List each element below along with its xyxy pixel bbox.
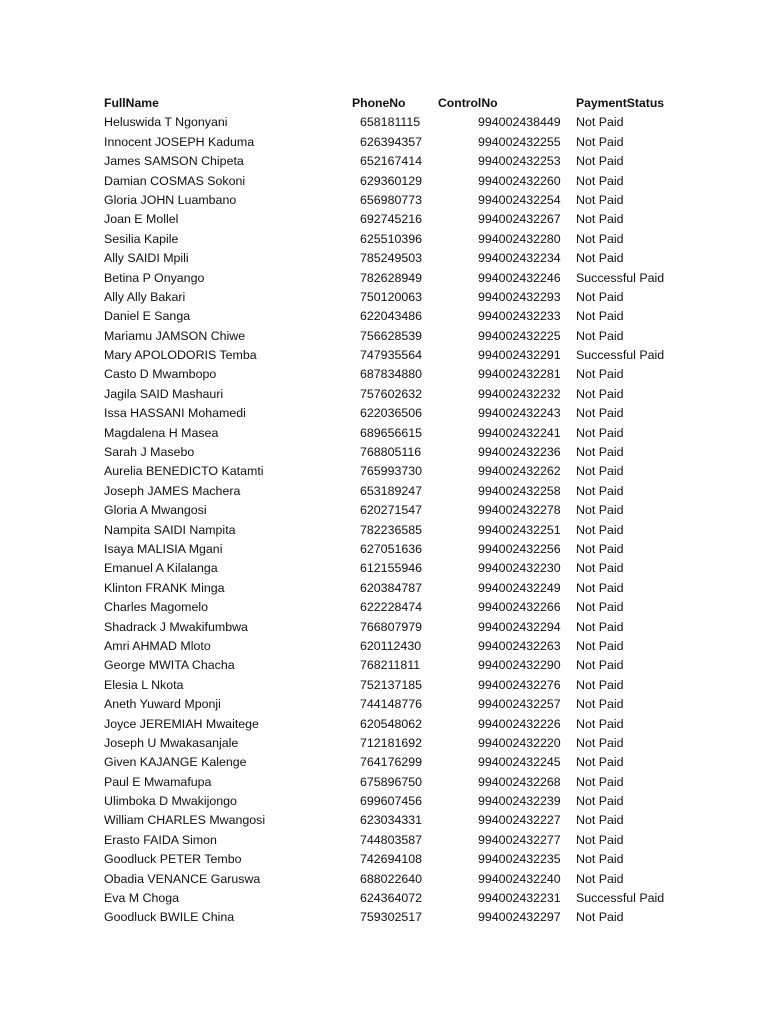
table-row [104, 637, 704, 656]
cell-fullname: Klinton FRANK Minga [104, 580, 225, 595]
cell-paymentstatus: Not Paid [576, 755, 624, 770]
cell-paymentstatus: Not Paid [576, 154, 624, 169]
cell-controlno: 994002432245 [478, 755, 561, 770]
cell-controlno: 994002432225 [478, 328, 561, 343]
table-row [104, 521, 704, 540]
cell-fullname: Magdalena H Masea [104, 425, 219, 440]
cell-phoneno: 622036506 [360, 406, 423, 421]
table-row [104, 269, 704, 288]
cell-fullname: Ulimboka D Mwakijongo [104, 794, 237, 809]
table-row [104, 656, 704, 675]
cell-paymentstatus: Not Paid [576, 522, 624, 537]
table-row [104, 133, 704, 152]
header-fullname: FullName [104, 96, 159, 110]
cell-controlno: 994002432291 [478, 348, 561, 363]
cell-controlno: 994002438449 [478, 115, 561, 130]
table-header-row [104, 94, 704, 113]
cell-fullname: Paul E Mwamafupa [104, 774, 212, 789]
cell-paymentstatus: Successful Paid [576, 891, 665, 906]
table-row [104, 559, 704, 578]
cell-controlno: 994002432220 [478, 735, 561, 750]
cell-fullname: Amri AHMAD Mloto [104, 638, 211, 653]
cell-controlno: 994002432253 [478, 154, 561, 169]
cell-controlno: 994002432234 [478, 251, 561, 266]
cell-fullname: Joseph JAMES Machera [104, 483, 241, 498]
cell-fullname: Casto D Mwambopo [104, 367, 217, 382]
cell-phoneno: 620271547 [360, 503, 423, 518]
table-row [104, 792, 704, 811]
cell-fullname: Goodluck PETER Tembo [104, 852, 242, 867]
table-row [104, 870, 704, 889]
cell-controlno: 994002432281 [478, 367, 561, 382]
cell-phoneno: 624364072 [360, 891, 423, 906]
header-controlno: ControlNo [438, 96, 498, 110]
header-paymentstatus: PaymentStatus [576, 96, 665, 110]
cell-paymentstatus: Not Paid [576, 367, 624, 382]
table-row [104, 424, 704, 443]
cell-controlno: 994002432227 [478, 813, 561, 828]
table-row [104, 288, 704, 307]
header-phoneno: PhoneNo [352, 96, 406, 110]
cell-fullname: Joyce JEREMIAH Mwaitege [104, 716, 259, 731]
cell-paymentstatus: Not Paid [576, 541, 624, 556]
cell-fullname: Ally Ally Bakari [104, 289, 186, 304]
cell-phoneno: 764176299 [360, 755, 423, 770]
cell-phoneno: 629360129 [360, 173, 423, 188]
cell-controlno: 994002432267 [478, 212, 561, 227]
cell-paymentstatus: Not Paid [576, 852, 624, 867]
cell-paymentstatus: Not Paid [576, 386, 624, 401]
cell-controlno: 994002432278 [478, 503, 561, 518]
cell-phoneno: 612155946 [360, 561, 423, 576]
cell-paymentstatus: Not Paid [576, 212, 624, 227]
cell-controlno: 994002432256 [478, 541, 561, 556]
cell-phoneno: 658181115 [360, 115, 421, 130]
cell-paymentstatus: Not Paid [576, 716, 624, 731]
cell-controlno: 994002432262 [478, 464, 561, 479]
cell-phoneno: 750120063 [360, 289, 423, 304]
cell-controlno: 994002432255 [478, 134, 561, 149]
table-row [104, 191, 704, 210]
cell-paymentstatus: Not Paid [576, 251, 624, 266]
table-row [104, 598, 704, 617]
cell-phoneno: 622228474 [360, 600, 423, 615]
table-row [104, 443, 704, 462]
table-row [104, 113, 704, 132]
cell-phoneno: 747935564 [360, 348, 423, 363]
cell-phoneno: 620112430 [360, 638, 422, 653]
cell-paymentstatus: Successful Paid [576, 348, 665, 363]
cell-phoneno: 782236585 [360, 522, 423, 537]
cell-paymentstatus: Not Paid [576, 503, 624, 518]
cell-paymentstatus: Not Paid [576, 406, 624, 421]
table-row [104, 773, 704, 792]
table-row [104, 385, 704, 404]
cell-fullname: Obadia VENANCE Garuswa [104, 871, 261, 886]
table-row [104, 482, 704, 501]
cell-controlno: 994002432239 [478, 794, 561, 809]
table-row [104, 346, 704, 365]
cell-controlno: 994002432268 [478, 774, 561, 789]
cell-paymentstatus: Not Paid [576, 832, 624, 847]
cell-fullname: Emanuel A Kilalanga [104, 561, 218, 576]
cell-controlno: 994002432257 [478, 697, 561, 712]
table-row [104, 618, 704, 637]
cell-paymentstatus: Not Paid [576, 658, 624, 673]
cell-phoneno: 656980773 [360, 192, 423, 207]
cell-controlno: 994002432266 [478, 600, 561, 615]
table-row [104, 462, 704, 481]
cell-paymentstatus: Not Paid [576, 231, 624, 246]
table-row [104, 734, 704, 753]
cell-paymentstatus: Not Paid [576, 774, 624, 789]
cell-fullname: Aurelia BENEDICTO Katamti [104, 464, 264, 479]
table-row [104, 307, 704, 326]
cell-phoneno: 623034331 [360, 813, 423, 828]
cell-phoneno: 757602632 [360, 386, 423, 401]
cell-phoneno: 699607456 [360, 794, 423, 809]
cell-controlno: 994002432276 [478, 677, 561, 692]
cell-paymentstatus: Not Paid [576, 115, 624, 130]
table-row [104, 365, 704, 384]
cell-fullname: Given KAJANGE Kalenge [104, 755, 247, 770]
cell-phoneno: 627051636 [360, 541, 423, 556]
cell-paymentstatus: Not Paid [576, 173, 624, 188]
cell-fullname: Innocent JOSEPH Kaduma [104, 134, 255, 149]
cell-fullname: Shadrack J Mwakifumbwa [104, 619, 248, 634]
cell-paymentstatus: Not Paid [576, 328, 624, 343]
cell-fullname: Erasto FAIDA Simon [104, 832, 217, 847]
cell-fullname: Damian COSMAS Sokoni [104, 173, 246, 188]
cell-fullname: James SAMSON Chipeta [104, 154, 244, 169]
cell-fullname: Charles Magomelo [104, 600, 208, 615]
table-row [104, 811, 704, 830]
table-row [104, 579, 704, 598]
table-row [104, 889, 704, 908]
table-row [104, 501, 704, 520]
table-row [104, 540, 704, 559]
cell-controlno: 994002432280 [478, 231, 561, 246]
cell-fullname: Heluswida T Ngonyani [104, 115, 228, 130]
table-row [104, 850, 704, 869]
table-row [104, 695, 704, 714]
cell-phoneno: 687834880 [360, 367, 423, 382]
cell-phoneno: 675896750 [360, 774, 423, 789]
cell-controlno: 994002432293 [478, 289, 561, 304]
cell-fullname: Joseph U Mwakasanjale [104, 735, 239, 750]
cell-controlno: 994002432235 [478, 852, 561, 867]
cell-phoneno: 744148776 [360, 697, 423, 712]
cell-controlno: 994002432297 [478, 910, 561, 925]
cell-fullname: Jagila SAID Mashauri [104, 386, 224, 401]
cell-phoneno: 766807979 [360, 619, 423, 634]
cell-paymentstatus: Not Paid [576, 309, 624, 324]
cell-paymentstatus: Not Paid [576, 871, 624, 886]
cell-controlno: 994002432230 [478, 561, 561, 576]
cell-paymentstatus: Not Paid [576, 464, 624, 479]
cell-paymentstatus: Not Paid [576, 580, 624, 595]
cell-controlno: 994002432277 [478, 832, 561, 847]
cell-fullname: Eva M Choga [104, 891, 180, 906]
table-row [104, 908, 704, 927]
cell-phoneno: 625510396 [360, 231, 423, 246]
cell-controlno: 994002432232 [478, 386, 561, 401]
table-row [104, 753, 704, 772]
cell-paymentstatus: Not Paid [576, 600, 624, 615]
cell-controlno: 994002432226 [478, 716, 561, 731]
table-row [104, 230, 704, 249]
cell-paymentstatus: Not Paid [576, 735, 624, 750]
table-body [104, 113, 704, 927]
cell-controlno: 994002432233 [478, 309, 561, 324]
cell-phoneno: 620384787 [360, 580, 423, 595]
cell-fullname: Sesilia Kapile [104, 231, 179, 246]
cell-fullname: Ally SAIDI Mpili [104, 251, 189, 266]
cell-paymentstatus: Not Paid [576, 289, 624, 304]
cell-paymentstatus: Not Paid [576, 813, 624, 828]
cell-phoneno: 785249503 [360, 251, 423, 266]
cell-phoneno: 765993730 [360, 464, 423, 479]
cell-phoneno: 626394357 [360, 134, 423, 149]
cell-fullname: Gloria JOHN Luambano [104, 192, 237, 207]
cell-paymentstatus: Not Paid [576, 910, 624, 925]
cell-paymentstatus: Not Paid [576, 192, 624, 207]
cell-controlno: 994002432249 [478, 580, 561, 595]
cell-fullname: Betina P Onyango [104, 270, 205, 285]
cell-phoneno: 692745216 [360, 212, 423, 227]
cell-fullname: Mariamu JAMSON Chiwe [104, 328, 246, 343]
cell-paymentstatus: Not Paid [576, 134, 624, 149]
cell-controlno: 994002432236 [478, 445, 561, 460]
cell-controlno: 994002432243 [478, 406, 561, 421]
payment-table [104, 94, 704, 928]
cell-controlno: 994002432260 [478, 173, 561, 188]
cell-fullname: Joan E Mollel [104, 212, 179, 227]
cell-paymentstatus: Not Paid [576, 561, 624, 576]
cell-phoneno: 688022640 [360, 871, 423, 886]
cell-phoneno: 782628949 [360, 270, 423, 285]
cell-fullname: William CHARLES Mwangosi [104, 813, 266, 828]
table-row [104, 210, 704, 229]
table-row [104, 327, 704, 346]
cell-phoneno: 712181692 [360, 735, 423, 750]
cell-paymentstatus: Not Paid [576, 425, 624, 440]
cell-phoneno: 759302517 [360, 910, 423, 925]
cell-paymentstatus: Not Paid [576, 794, 624, 809]
cell-phoneno: 742694108 [360, 852, 423, 867]
cell-controlno: 994002432251 [478, 522, 561, 537]
cell-controlno: 994002432290 [478, 658, 561, 673]
cell-paymentstatus: Not Paid [576, 638, 624, 653]
cell-paymentstatus: Successful Paid [576, 270, 665, 285]
cell-controlno: 994002432263 [478, 638, 561, 653]
cell-fullname: Mary APOLODORIS Temba [104, 348, 257, 363]
cell-fullname: Goodluck BWILE China [104, 910, 235, 925]
table-row [104, 249, 704, 268]
cell-controlno: 994002432246 [478, 270, 561, 285]
cell-controlno: 994002432258 [478, 483, 561, 498]
cell-paymentstatus: Not Paid [576, 677, 624, 692]
cell-fullname: Isaya MALISIA Mgani [104, 541, 223, 556]
cell-phoneno: 620548062 [360, 716, 423, 731]
cell-fullname: Daniel E Sanga [104, 309, 191, 324]
cell-phoneno: 768805116 [360, 445, 422, 460]
table-row [104, 715, 704, 734]
cell-paymentstatus: Not Paid [576, 697, 624, 712]
cell-paymentstatus: Not Paid [576, 483, 624, 498]
cell-controlno: 994002432294 [478, 619, 561, 634]
cell-controlno: 994002432240 [478, 871, 561, 886]
cell-phoneno: 622043486 [360, 309, 423, 324]
table-row [104, 676, 704, 695]
cell-controlno: 994002432241 [478, 425, 561, 440]
cell-fullname: Aneth Yuward Mponji [104, 697, 221, 712]
cell-controlno: 994002432231 [478, 891, 561, 906]
cell-fullname: Nampita SAIDI Nampita [104, 522, 236, 537]
cell-phoneno: 756628539 [360, 328, 423, 343]
cell-paymentstatus: Not Paid [576, 445, 624, 460]
cell-fullname: Elesia L Nkota [104, 677, 184, 692]
cell-controlno: 994002432254 [478, 192, 561, 207]
table-row [104, 404, 704, 423]
table-row [104, 172, 704, 191]
cell-paymentstatus: Not Paid [576, 619, 624, 634]
cell-phoneno: 768211811 [360, 658, 421, 673]
cell-phoneno: 689656615 [360, 425, 423, 440]
cell-phoneno: 744803587 [360, 832, 423, 847]
cell-phoneno: 653189247 [360, 483, 423, 498]
cell-phoneno: 752137185 [360, 677, 423, 692]
cell-fullname: Gloria A Mwangosi [104, 503, 207, 518]
table-row [104, 831, 704, 850]
cell-fullname: Sarah J Masebo [104, 445, 195, 460]
cell-phoneno: 652167414 [360, 154, 423, 169]
cell-fullname: Issa HASSANI Mohamedi [104, 406, 246, 421]
cell-fullname: George MWITA Chacha [104, 658, 235, 673]
table-row [104, 152, 704, 171]
